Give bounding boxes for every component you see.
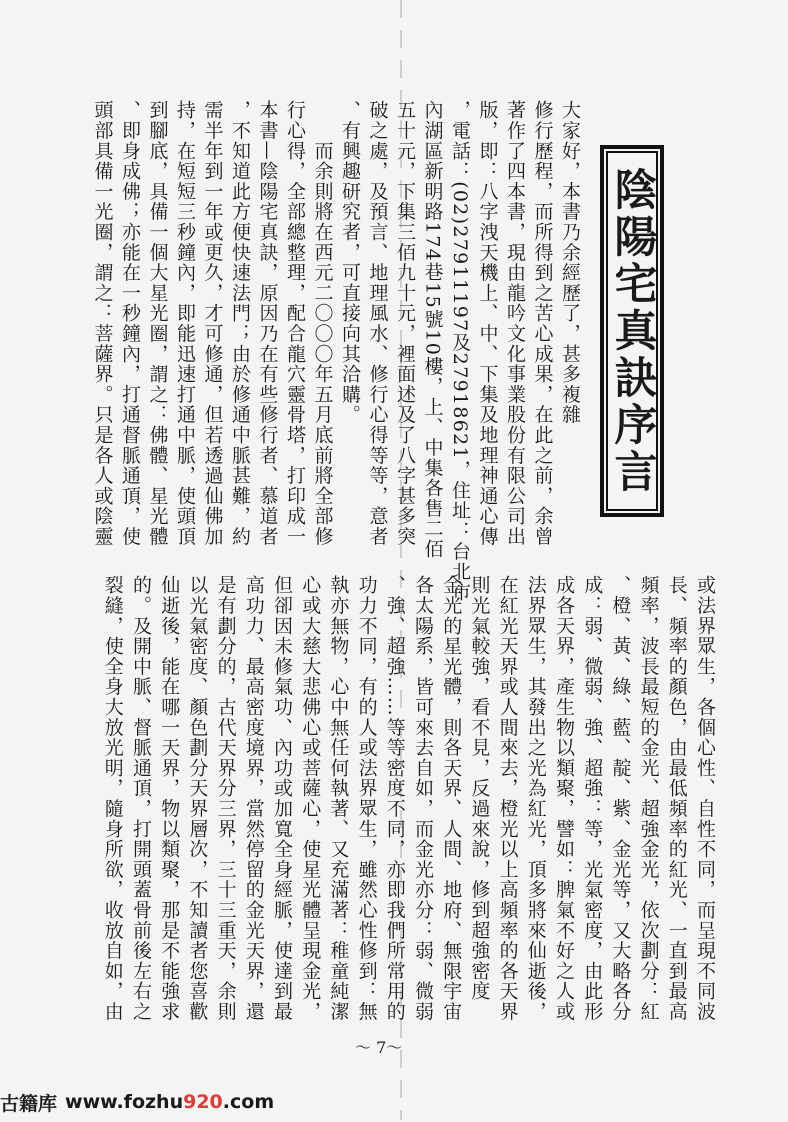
text-column: 內湖區新明路174巷15號10樓，上、中集各售二佰 xyxy=(421,100,444,560)
watermark-url-start: www.fozhu xyxy=(65,1091,184,1113)
text-column: 長、頻率的顏色，由最低頻率的紅光、一直到最高 xyxy=(665,575,688,1022)
text-column: 法界眾生，其發出之光為紅光，頂多將來仙逝後， xyxy=(524,575,547,1022)
text-column: 金光的星光體，則各天界、人間、地府、無限宇宙 xyxy=(440,575,463,1022)
text-column: 裂縫，使全身大放光明，隨身所欲，收放自如，由 xyxy=(101,575,124,1022)
text-column: 仙逝後，能在哪一天界，物以類聚，那是不能強求 xyxy=(158,575,181,1022)
page-number: ～ 7～ xyxy=(355,1038,403,1057)
text-column: 則光氣較強，看不見，反過來說，修到超強密度 xyxy=(468,575,491,1002)
text-column: 各太陽系，皆可來去自如，而金光亦分：弱、微弱 xyxy=(412,575,434,1022)
text-column: 高功力、最高密度境界，當然停留的金光天界，還 xyxy=(242,575,265,1022)
text-column: 執亦無物，心中無任何執著、又充滿著：稚童純潔 xyxy=(327,575,350,1022)
watermark-brand: 古籍库 xyxy=(0,1092,58,1115)
text-column: 心或大慈大悲佛心或菩薩心，使星光體呈現金光， xyxy=(299,575,322,1022)
watermark-url-accent: 920 xyxy=(183,1091,223,1113)
text-column: 需半年到一年或更久，才可修通，但若透過仙佛加 xyxy=(201,100,224,547)
text-column: 成：弱、微弱、強、超強：等，光氣密度，由此形 xyxy=(581,575,604,1022)
text-column: 、有興趣研究者，可直接向其洽購。 xyxy=(339,100,361,425)
text-column: 、即身成佛；亦能在一秒鐘內，打通督脈通頂，使 xyxy=(119,100,141,547)
title-frame xyxy=(600,145,664,517)
text-column: 行心得，全部總整理，配合龍穴靈骨塔，打印成一 xyxy=(284,100,306,547)
text-column: ，不知道此方便快速法門；由於修通中脈甚難，約 xyxy=(229,100,251,547)
text-column: 五十元，下集三佰九十元，裡面述及了八字甚多突 xyxy=(394,100,416,547)
site-watermark xyxy=(0,1082,300,1122)
page-title: 陰陽宅真訣序言 xyxy=(607,166,658,496)
text-column: 版，即：八字洩天機上、中、下集及地理神通心傳 xyxy=(476,100,499,547)
text-column: 在紅光天界或人間來去，橙光以上高頻率的各天界 xyxy=(496,575,519,1022)
text-column: 而余則將在西元二〇〇〇年五月底前將全部修 xyxy=(311,100,334,547)
text-column: 頻率，波長最短的金光、超強金光，依次劃分：紅 xyxy=(637,575,660,1022)
text-column: 大家好，本書乃余經歷了，甚多複雜 xyxy=(559,100,581,425)
text-column: 、橙、黃、綠、藍、靛、紫、金光等，又大略各分 xyxy=(609,575,632,1022)
text-column: 本書—陰陽宅真訣，原因乃在有些修行者、慕道者 xyxy=(256,100,279,547)
text-column: 修行歷程，而所得到之苦心成果，在此之前，余曾 xyxy=(531,100,554,547)
text-column: 是有劃分的，古代天界分三界，三十三重天，余則 xyxy=(214,575,237,1022)
text-column: 或法界眾生，各個心性、自性不同，而呈現不同波 xyxy=(694,575,716,1022)
text-column: 成各天界，產生物以類聚，譬如：脾氣不好之人或 xyxy=(553,575,575,1022)
text-column: 破之處，及預言、地理風水、修行心得等等，意者 xyxy=(366,100,389,547)
text-column: 的。及開中脈、督脈通頂，打開頭蓋骨前後左右之 xyxy=(130,575,152,1022)
text-column: 功力不同，有的人或法界眾生，雖然心性修到：無 xyxy=(355,575,378,1022)
text-column: 到腳底，具備一個大星光圈，謂之：佛體、星光體 xyxy=(146,100,169,547)
watermark-url-end: .com xyxy=(222,1091,275,1113)
watermark-url xyxy=(65,1091,274,1113)
text-column: ，電話：(02)27911197及27918621，住址：台北市 xyxy=(449,100,471,603)
text-column: 著作了四本書，現由龍吟文化事業股份有限公司出 xyxy=(504,100,526,547)
text-column: 以光氣密度、顏色劃分天界層次，不知讀者您喜歡 xyxy=(186,575,209,1022)
text-column: 持，在短短三秒鐘內，即能迅速打通中脈，使頭頂 xyxy=(174,100,196,547)
text-column: 但卻因未修氣功、內功或加寬全身經脈，使達到最 xyxy=(271,575,293,1022)
text-column: 、強、超強……等等密度不同，亦即我們所常用的 xyxy=(383,575,406,1022)
text-column: 頭部具備一光圈，謂之：菩薩界。只是各人或陰靈 xyxy=(91,100,114,547)
